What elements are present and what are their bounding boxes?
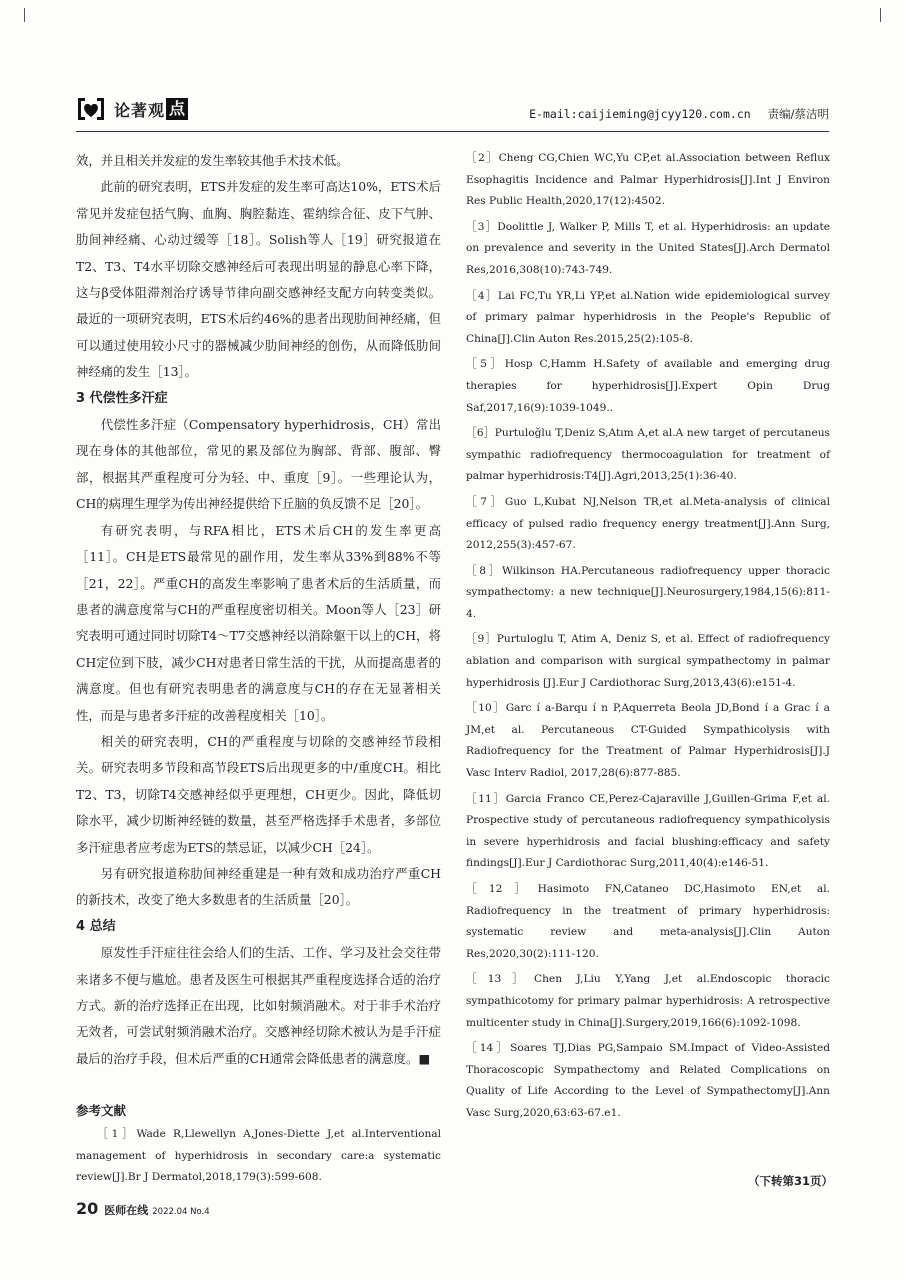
- body-paragraph: 效，并且相关并发症的发生率较其他手术技术低。: [76, 153, 349, 168]
- reference-item: ［3］Doolittle J, Walker P, Mills T, et al. Hyperhidrosis: an update on prevalence and severity in the United States[J].Arch Dermatol Res,2016,308(10):743-749.: [466, 220, 830, 276]
- reference-item: ［4］Lai FC,Tu YR,Li YP,et al.Nation wide epidemiological survey of primary palmar hyperhidrosis in the People's Republic of China[J].Clin Auton Res.2015,25(2):105-8.: [466, 289, 830, 345]
- journal-name: 医师在线: [104, 1204, 149, 1217]
- section-logo: [76, 96, 188, 122]
- editor-credit: 责编/蔡洁明: [767, 107, 829, 121]
- references-title: 参考文献: [76, 1103, 127, 1119]
- reference-item: ［11］Garcia Franco CE,Perez-Cajaraville J,Guillen-Grima F,et al. Prospective study of percutaneous radiofrequency sympathicolysis in severe hyperhidrosis and facial blushing:efficacy and safety findings[J].Eur J Cardiothorac Surg,2011,40(4):e146-51.: [466, 792, 830, 870]
- reference-item: ［2］Cheng CG,Chien WC,Yu CP,et al.Association between Reflux Esophagitis Incidence and Palmar Hyperhidrosis[J].Int J Environ Res Public Health,2020,17(12):4502.: [466, 152, 830, 208]
- body-paragraph: 此前的研究表明，ETS并发症的发生率可高达10%，ETS术后常见并发症包括气胸、血胸、胸腔黏连、霍纳综合征、皮下气肿、肋间神经痛、心动过缓等［18］。Solish等人［19］研究报道在T2、T3、T4水平切除交感神经后可表现出明显的静息心率下降，这与β受体阻滞剂治疗诱导节律向副交感神经支配方向转变类似。最近的一项研究表明，ETS术后约46%的患者出现肋间神经痛，但可以通过使用较小尺寸的器械减少肋间神经的创伤，从而降低肋间神经痛的发生［13］。: [76, 179, 441, 380]
- section-heading: 3 代偿性多汗症: [76, 390, 168, 406]
- body-paragraph: 相关的研究表明，CH的严重程度与切除的交感神经节段相关。研究表明多节段和高节段ETS后出现更多的中/重度CH。相比T2、T3，切除T4交感神经似乎更理想，CH更少。因此，降低切除水平，减少切断神经链的数量，甚至严格选择手术患者，多部位多汗症患者应考虑为ETS的禁忌证，以减少CH［24］。: [76, 733, 441, 855]
- reference-item: ［14］Soares TJ,Dias PG,Sampaio SM.Impact of Video-Assisted Thoracoscopic Sympathectomy and Related Complications on Quality of Life According to the Level of Sympathectomy[J].Ann Vasc Surg,2020,63:63-67.e1.: [466, 1042, 830, 1119]
- body-paragraph: 另有研究报道称肋间神经重建是一种有效和成功治疗严重CH的新技术，改变了绝大多数患者的生活质量［20］。: [76, 865, 441, 908]
- heart-bracket-icon: [76, 96, 106, 122]
- body-paragraph: 代偿性多汗症（Compensatory hyperhidrosis，CH）常出现在身体的其他部位，常见的累及部位为胸部、背部、腹部、臀部，根据其严重程度可分为轻、中、重度［9］。一些理论认为，CH的病理生理学为传出神经提供给下丘脑的负反馈不足［20］。: [76, 417, 441, 512]
- reference-item: ［5］Hosp C,Hamm H.Safety of available and emerging drug therapies for hyperhidrosis[J].Expert Opin Drug Saf,2017,16(9):1039-1049..: [466, 358, 830, 414]
- section-heading: 4 总结: [76, 918, 116, 934]
- right-column: [466, 148, 830, 1129]
- reference-item: ［6］Purtuloğlu T,Deniz S,Atım A,et al.A new target of percutaneus sympathic radiofrequency thermocoagulation for treatment of palmar hyperhidrosis:T4[J].Agri,2013,25(1):36-40.: [466, 427, 830, 483]
- summary-text: 原发性手汗症往往会给人们的生活、工作、学习及社会交往带来诸多不便与尴尬。患者及医生可根据其严重程度选择合适的治疗方式。新的治疗选择正在出现，比如射频消融术。对于非手术治疗无效者，可尝试射频消融术治疗。交感神经切除术被认为是手汗症最后的治疗手段，但术后严重的CH通常会降低患者的满意度。: [76, 945, 441, 1066]
- page-footer: [76, 1199, 210, 1218]
- reference-item: ［13］Chen J,Liu Y,Yang J,et al.Endoscopic thoracic sympathicotomy for primary palmar hyperhidrosis: A retrospective multicenter study in China[J].Surgery,2019,166(6):1092-1098.: [466, 973, 830, 1029]
- issue-info: 2022.04 No.4: [152, 1207, 210, 1217]
- crop-mark: [10, 8, 25, 22]
- section-name: 论著观: [114, 100, 166, 120]
- reference-item: ［12］Hasimoto FN,Cataneo DC,Hasimoto EN,et al. Radiofrequency in the treatment of primary hyperhidrosis: systematic review and meta-analysis[J].Clin Auton Res,2020,30(2):111-120.: [466, 883, 830, 960]
- reference-item: ［10］Garc í a-Barqu í n P,Aquerreta Beola JD,Bond í a Grac í a JM,et al. Percutaneous CT-Guided Sympathicolysis with Radiofrequency for the Treatment of Palmar Hyperhidrosis[J].J Vasc Interv Radiol, 2017,28(6):877-885.: [466, 702, 830, 780]
- header-rule: [76, 131, 829, 132]
- reference-item: ［7］Guo L,Kubat NJ,Nelson TR,et al.Meta-analysis of clinical efficacy of pulsed radio frequency energy treatment[J].Ann Surg, 2012,255(3):457-67.: [466, 495, 830, 552]
- header-contact: [529, 106, 829, 122]
- crop-mark: [880, 8, 895, 22]
- end-mark: ■: [418, 1050, 431, 1066]
- continued-note: （下转第31页）: [748, 1174, 834, 1188]
- page-number: 20: [76, 1199, 99, 1218]
- page-header: [76, 96, 829, 130]
- email-address: E-mail:caijieming@jcyy120.com.cn: [529, 107, 751, 121]
- reference-item: ［1］Wade R,Llewellyn A,Jones-Diette J,et al.Interventional management of hyperhidrosis in secondary care:a systematic review[J].Br J Dermatol,2018,179(3):599-608.: [76, 1128, 441, 1184]
- reference-item: ［8］Wilkinson HA.Percutaneous radiofrequency upper thoracic sympathectomy: a new technique[J].Neurosurgery,1984,15(6):811-4.: [466, 564, 830, 620]
- body-paragraph: [76, 940, 441, 1072]
- body-paragraph: 有研究表明，与RFA相比，ETS术后CH的发生率更高［11］。CH是ETS最常见的副作用，发生率从33%到88%不等［21，22］。严重CH的高发生率影响了患者术后的生活质量，而患者的满意度常与CH的严重程度密切相关。Moon等人［23］研究表明可通过同时切除T4～T7交感神经以消除躯干以上的CH，将CH定位到下肢，减少CH对患者日常生活的干扰，从而提高患者的满意度。但也有研究表明患者的满意度与CH的存在无显著相关性，而是与患者多汗症的改善程度相关［10］。: [76, 522, 441, 723]
- left-column: [76, 148, 441, 1189]
- reference-item: ［9］Purtuloglu T, Atim A, Deniz S, et al. Effect of radiofrequency ablation and comparison with surgical sympathectomy in palmar hyperhidrosis [J].Eur J Cardiothorac Surg,2013,43(6):e151-4.: [466, 633, 830, 689]
- section-accent: 点: [166, 98, 188, 120]
